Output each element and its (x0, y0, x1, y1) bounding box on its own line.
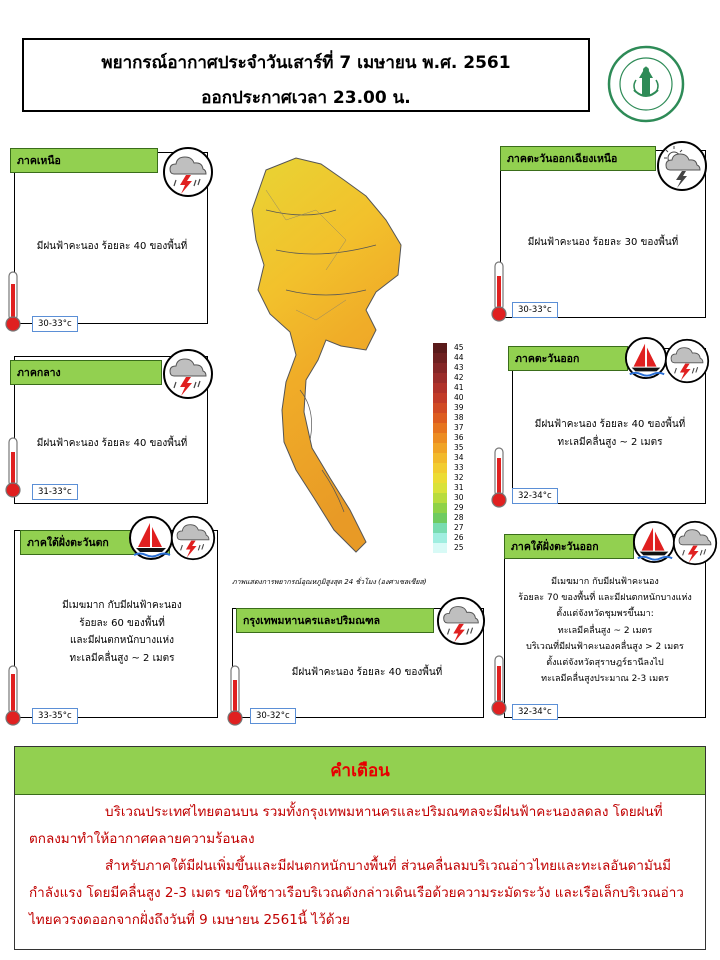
south-east-title: ภาคใต้ฝั่งตะวันออก (504, 534, 634, 559)
thermometer-icon (226, 664, 244, 732)
legend-item (433, 363, 493, 373)
legend-swatch (433, 503, 447, 513)
northeast-temperature: 30-33°c (512, 302, 558, 318)
south-west-temperature: 33-35°c (32, 708, 78, 724)
legend-swatch (433, 543, 447, 553)
legend-item (433, 433, 493, 443)
legend-swatch (433, 493, 447, 503)
legend-item (433, 533, 493, 543)
legend-item (433, 383, 493, 393)
thailand-temperature-map (226, 150, 426, 570)
sailboat-icon (624, 336, 668, 384)
legend-label: 36 (454, 433, 464, 442)
storm-icon (656, 140, 708, 196)
sailboat-icon (128, 515, 174, 565)
legend-label: 38 (454, 413, 464, 422)
storm-icon (664, 338, 710, 388)
legend-label: 45 (454, 343, 464, 352)
south-west-title: ภาคใต้ฝั่งตะวันตก (20, 530, 170, 555)
north-temperature: 30-33°c (32, 316, 78, 332)
central-forecast (22, 435, 202, 453)
legend-item (433, 503, 493, 513)
thermometer-icon (4, 436, 22, 504)
legend-label: 27 (454, 523, 464, 532)
bangkok-temperature: 30-32°c (250, 708, 296, 724)
storm-icon (436, 596, 486, 650)
legend-label: 26 (454, 533, 464, 542)
header-title: พยากรณ์อากาศประจำวันเสาร์ที่ 7 เมษายน พ.ศ. 2561 (101, 53, 511, 73)
east-forecast-line: มีฝนฟ้าคะนอง ร้อยละ 40 ของพื้นที่ (534, 419, 686, 430)
storm-icon (672, 520, 718, 570)
legend-label: 31 (454, 483, 464, 492)
south-east-forecast-line: ตั้งแต่จังหวัดสุราษฎร์ธานีลงไป (546, 657, 664, 668)
storm-icon (162, 348, 214, 404)
legend-item (433, 403, 493, 413)
south-east-forecast (510, 574, 700, 687)
legend-label: 35 (454, 443, 464, 452)
storm-icon (170, 515, 216, 565)
legend-label: 43 (454, 363, 464, 372)
central-temperature: 31-33°c (32, 484, 78, 500)
legend-item (433, 393, 493, 403)
legend-item (433, 423, 493, 433)
storm-icon (162, 146, 214, 202)
legend-item (433, 343, 493, 353)
legend-swatch (433, 453, 447, 463)
legend-swatch (433, 423, 447, 433)
legend-item (433, 493, 493, 503)
legend-swatch (433, 443, 447, 453)
south-east-forecast-line: มีเมฆมาก กับมีฝนฟ้าคะนอง (551, 577, 659, 587)
warning-title: คำเตือน (15, 747, 705, 795)
header-issue-time: ออกประกาศเวลา 23.00 น. (201, 88, 411, 108)
legend-label: 28 (454, 513, 464, 522)
legend-swatch (433, 473, 447, 483)
northeast-title: ภาคตะวันออกเฉียงเหนือ (500, 146, 656, 171)
south-east-forecast-line: ตั้งแต่จังหวัดชุมพรขึ้นมา: (556, 609, 654, 620)
east-forecast (520, 416, 700, 451)
south-east-forecast-line: ร้อยละ 70 ของพื้นที่ และมีฝนตกหนักบางแห่ง (518, 593, 692, 604)
thermometer-icon (4, 270, 22, 338)
south-west-forecast-line: ร้อยละ 60 ของพื้นที่ (79, 617, 165, 629)
legend-item (433, 353, 493, 363)
east-forecast-line: ทะเลมีคลื่นสูง ~ 2 เมตร (557, 436, 663, 448)
legend-swatch (433, 483, 447, 493)
south-east-forecast-line: ทะเลมีคลื่นสูงประมาณ 2-3 เมตร (541, 674, 669, 685)
central-title: ภาคกลาง (10, 360, 162, 385)
warning-body (29, 799, 693, 934)
south-east-temperature: 32-34°c (512, 704, 558, 720)
legend-label: 30 (454, 493, 464, 502)
legend-swatch (433, 403, 447, 413)
legend-item (433, 473, 493, 483)
legend-swatch (433, 343, 447, 353)
legend-item (433, 453, 493, 463)
legend-swatch (433, 433, 447, 443)
legend-item (433, 523, 493, 533)
legend-label: 41 (454, 383, 464, 392)
legend-swatch (433, 353, 447, 363)
temperature-legend (433, 343, 493, 553)
northeast-forecast-line: มีฝนฟ้าคะนอง ร้อยละ 30 ของพื้นที่ (527, 237, 679, 248)
bangkok-title: กรุงเทพมหานครและปริมณฑล (236, 608, 434, 633)
legend-swatch (433, 413, 447, 423)
thailand-outline (252, 158, 401, 552)
northeast-forecast (510, 234, 696, 252)
legend-item (433, 463, 493, 473)
south-west-forecast-line: ทะเลมีคลื่นสูง ~ 2 เมตร (69, 652, 175, 664)
north-forecast-line: มีฝนฟ้าคะนอง ร้อยละ 40 ของพื้นที่ (36, 241, 188, 252)
map-caption: ภาพแสดงการพยากรณ์อุณหภูมิสูงสุด 24 ชั่วโมง (องศาเซลเซียส) (232, 578, 427, 586)
legend-swatch (433, 393, 447, 403)
east-temperature: 32-34°c (512, 488, 558, 504)
legend-label: 32 (454, 473, 464, 482)
tmd-logo (606, 44, 686, 124)
legend-label: 25 (454, 543, 464, 552)
central-forecast-line: มีฝนฟ้าคะนอง ร้อยละ 40 ของพื้นที่ (36, 438, 188, 449)
legend-swatch (433, 463, 447, 473)
bangkok-forecast (262, 664, 472, 682)
legend-label: 44 (454, 353, 464, 362)
legend-swatch (433, 383, 447, 393)
north-title: ภาคเหนือ (10, 148, 158, 173)
south-west-forecast-line: มีเมฆมาก กับมีฝนฟ้าคะนอง (62, 600, 182, 611)
legend-item (433, 443, 493, 453)
legend-item (433, 373, 493, 383)
legend-label: 34 (454, 453, 464, 462)
legend-label: 39 (454, 403, 464, 412)
legend-item (433, 483, 493, 493)
thermometer-icon (490, 446, 508, 514)
warning-box (14, 746, 706, 950)
legend-swatch (433, 363, 447, 373)
legend-item (433, 413, 493, 423)
south-east-forecast-line: บริเวณที่มีฝนฟ้าคะนองคลื่นสูง > 2 เมตร (526, 641, 684, 652)
thermometer-icon (490, 260, 508, 328)
south-west-forecast (32, 597, 212, 667)
legend-swatch (433, 513, 447, 523)
warning-paragraph: สำหรับภาคใต้มีฝนเพิ่มขึ้นและมีฝนตกหนักบางพื้นที่ ส่วนคลื่นลมบริเวณอ่าวไทยและทะเลอันดามันมีกำลังแรง โดยมีคลื่นสูง 2-3 เมตร ขอให้ชาวเรือบริเวณดังกล่าวเดินเรือด้วยความระมัดระวัง และเรือเล็กบริเวณอ่าวไทยควรงดออกจากฝั่งถึงวันที่ 9 เมษายน 2561นี้ ไว้ด้วย (29, 858, 684, 928)
thermometer-icon (4, 664, 22, 732)
legend-label: 37 (454, 423, 464, 432)
legend-swatch (433, 523, 447, 533)
south-east-forecast-line: ทะเลมีคลื่นสูง ~ 2 เมตร (557, 625, 653, 636)
legend-label: 40 (454, 393, 464, 402)
legend-label: 42 (454, 373, 464, 382)
warning-paragraph: บริเวณประเทศไทยตอนบน รวมทั้งกรุงเทพมหานครและปริมณฑลจะมีฝนฟ้าคะนองลดลง โดยฝนที่ตกลงมาทำให้อากาศคลายความร้อนลง (29, 804, 663, 847)
legend-item (433, 543, 493, 553)
legend-label: 33 (454, 463, 464, 472)
sailboat-icon (632, 520, 676, 568)
bangkok-forecast-line: มีฝนฟ้าคะนอง ร้อยละ 40 ของพื้นที่ (291, 667, 443, 678)
legend-swatch (433, 533, 447, 543)
south-west-forecast-line: และมีฝนตกหนักบางแห่ง (69, 635, 175, 646)
east-title: ภาคตะวันออก (508, 346, 628, 371)
legend-label: 29 (454, 503, 464, 512)
legend-swatch (433, 373, 447, 383)
legend-item (433, 513, 493, 523)
forecast-header (22, 38, 590, 112)
thermometer-icon (490, 654, 508, 722)
north-forecast (22, 238, 202, 256)
